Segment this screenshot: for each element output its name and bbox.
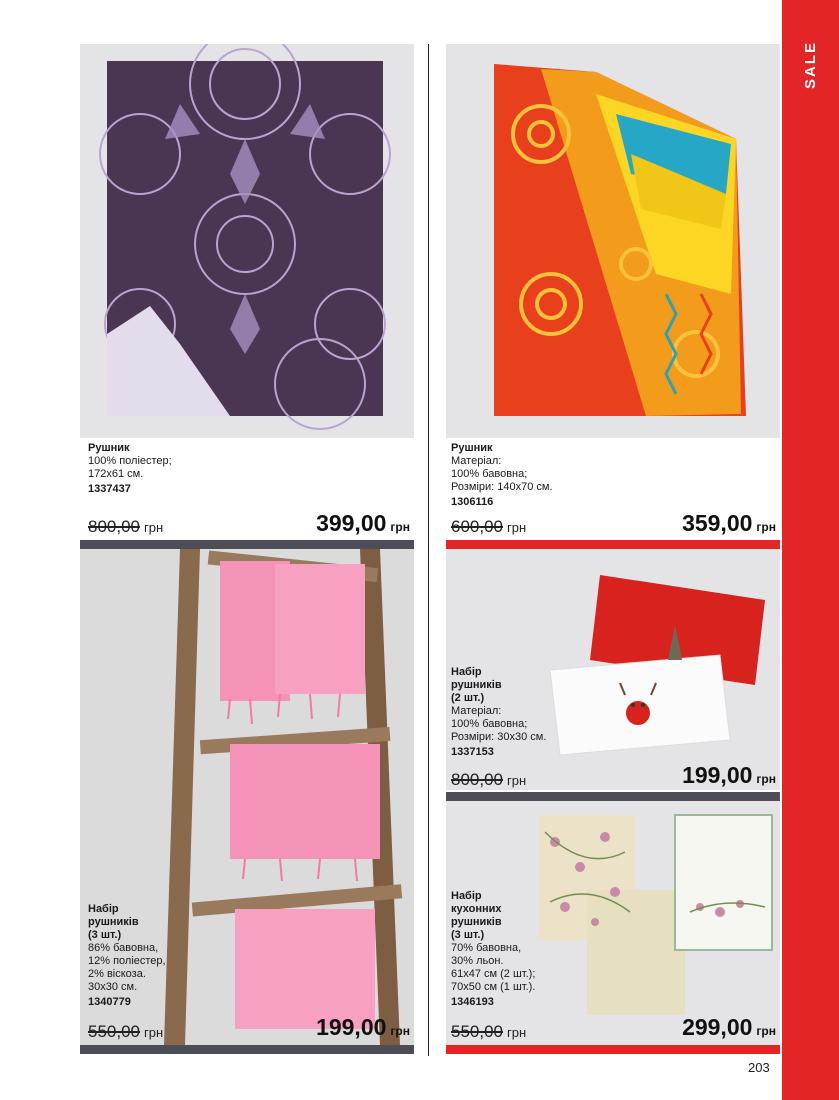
old-price-value: 800,00: [451, 770, 503, 789]
product-2-photo: [446, 44, 780, 438]
product-2-desc-line: Розміри: 140x70 см.: [451, 481, 553, 493]
product-2-old-price: [451, 517, 526, 537]
product-3-desc-line: 86% бавовна,: [88, 942, 159, 954]
currency: грн: [144, 520, 164, 535]
product-1-new-price: [230, 510, 410, 537]
new-price-value: 199,00: [682, 762, 753, 788]
product-1-info: [88, 442, 408, 496]
divider-bar: [80, 1045, 414, 1054]
product-3-desc-line: 30x30 см.: [88, 981, 138, 993]
currency: грн: [507, 520, 527, 535]
new-price-value: 299,00: [682, 1014, 753, 1040]
product-2-info: [451, 442, 771, 509]
new-price-value: 359,00: [682, 510, 753, 536]
product-4-name-line: (2 шт.): [451, 692, 485, 704]
product-1-name: Рушник: [88, 442, 130, 454]
purple-mandala-towel-image: [80, 44, 414, 438]
product-5-code: 1346193: [451, 996, 494, 1008]
product-1-desc-line: 100% поліестер;: [88, 455, 172, 467]
product-4-desc-line: 100% бавовна;: [451, 718, 528, 730]
product-5-desc-line: 30% льон.: [451, 955, 504, 967]
product-5-old-price: [451, 1022, 526, 1042]
new-price-value: 399,00: [316, 510, 387, 536]
product-4-old-price: [451, 770, 526, 790]
column-divider: [428, 44, 429, 1056]
product-3-info: [88, 903, 188, 1009]
product-2-desc-line: 100% бавовна;: [451, 468, 528, 480]
product-4-name-line: Набір: [451, 666, 482, 678]
product-4-desc-line: Матеріал:: [451, 705, 502, 717]
old-price-value: 550,00: [88, 1022, 140, 1041]
product-5-desc-line: 70x50 см (1 шт.).: [451, 981, 536, 993]
product-1-code: 1337437: [88, 483, 131, 495]
product-1-desc-line: 172x61 см.: [88, 468, 144, 480]
product-4-info: [451, 666, 591, 759]
product-3-desc-line: 12% поліестер,: [88, 955, 166, 967]
product-4-name-line: рушників: [451, 679, 502, 691]
product-3-old-price: [88, 1022, 163, 1042]
divider-bar: [80, 540, 414, 549]
product-2-name: Рушник: [451, 442, 493, 454]
product-5-name-line: рушників: [451, 916, 502, 928]
product-2-code: 1306116: [451, 496, 494, 508]
currency: грн: [390, 520, 410, 534]
product-5-desc-line: 61x47 см (2 шт.);: [451, 968, 536, 980]
new-price-value: 199,00: [316, 1014, 387, 1040]
product-5-name-line: кухонних: [451, 903, 502, 915]
product-2-desc-line: Матеріал:: [451, 455, 502, 467]
sale-band: [782, 0, 839, 1100]
product-5-new-price: [596, 1014, 776, 1041]
divider-bar: [446, 540, 780, 549]
product-5-name-line: (3 шт.): [451, 929, 485, 941]
currency: грн: [756, 520, 776, 534]
product-4-desc-line: Розміри: 30x30 см.: [451, 731, 547, 743]
product-3-desc-line: 2% віскоза.: [88, 968, 146, 980]
product-2-new-price: [596, 510, 776, 537]
product-5-info: [451, 890, 591, 1009]
old-price-value: 600,00: [451, 517, 503, 536]
divider-bar: [446, 1045, 780, 1054]
product-4-new-price: [596, 762, 776, 789]
divider-bar: [446, 792, 780, 801]
product-1-photo: [80, 44, 414, 438]
product-5-name-line: Набір: [451, 890, 482, 902]
old-price-value: 800,00: [88, 517, 140, 536]
currency: грн: [756, 772, 776, 786]
product-3-new-price: [230, 1014, 410, 1041]
sale-label: SALE: [802, 41, 819, 90]
currency: грн: [507, 773, 527, 788]
currency: грн: [144, 1025, 164, 1040]
currency: грн: [507, 1025, 527, 1040]
old-price-value: 550,00: [451, 1022, 503, 1041]
product-3-code: 1340779: [88, 996, 131, 1008]
product-3-name-line: Набір: [88, 903, 119, 915]
product-1-old-price: [88, 517, 163, 537]
orange-sun-towel-image: [446, 44, 780, 438]
product-4-code: 1337153: [451, 746, 494, 758]
page-number: 203: [748, 1060, 770, 1075]
currency: грн: [756, 1024, 776, 1038]
product-5-desc-line: 70% бавовна,: [451, 942, 522, 954]
product-3-name-line: (3 шт.): [88, 929, 122, 941]
currency: грн: [390, 1024, 410, 1038]
product-3-name-line: рушників: [88, 916, 139, 928]
